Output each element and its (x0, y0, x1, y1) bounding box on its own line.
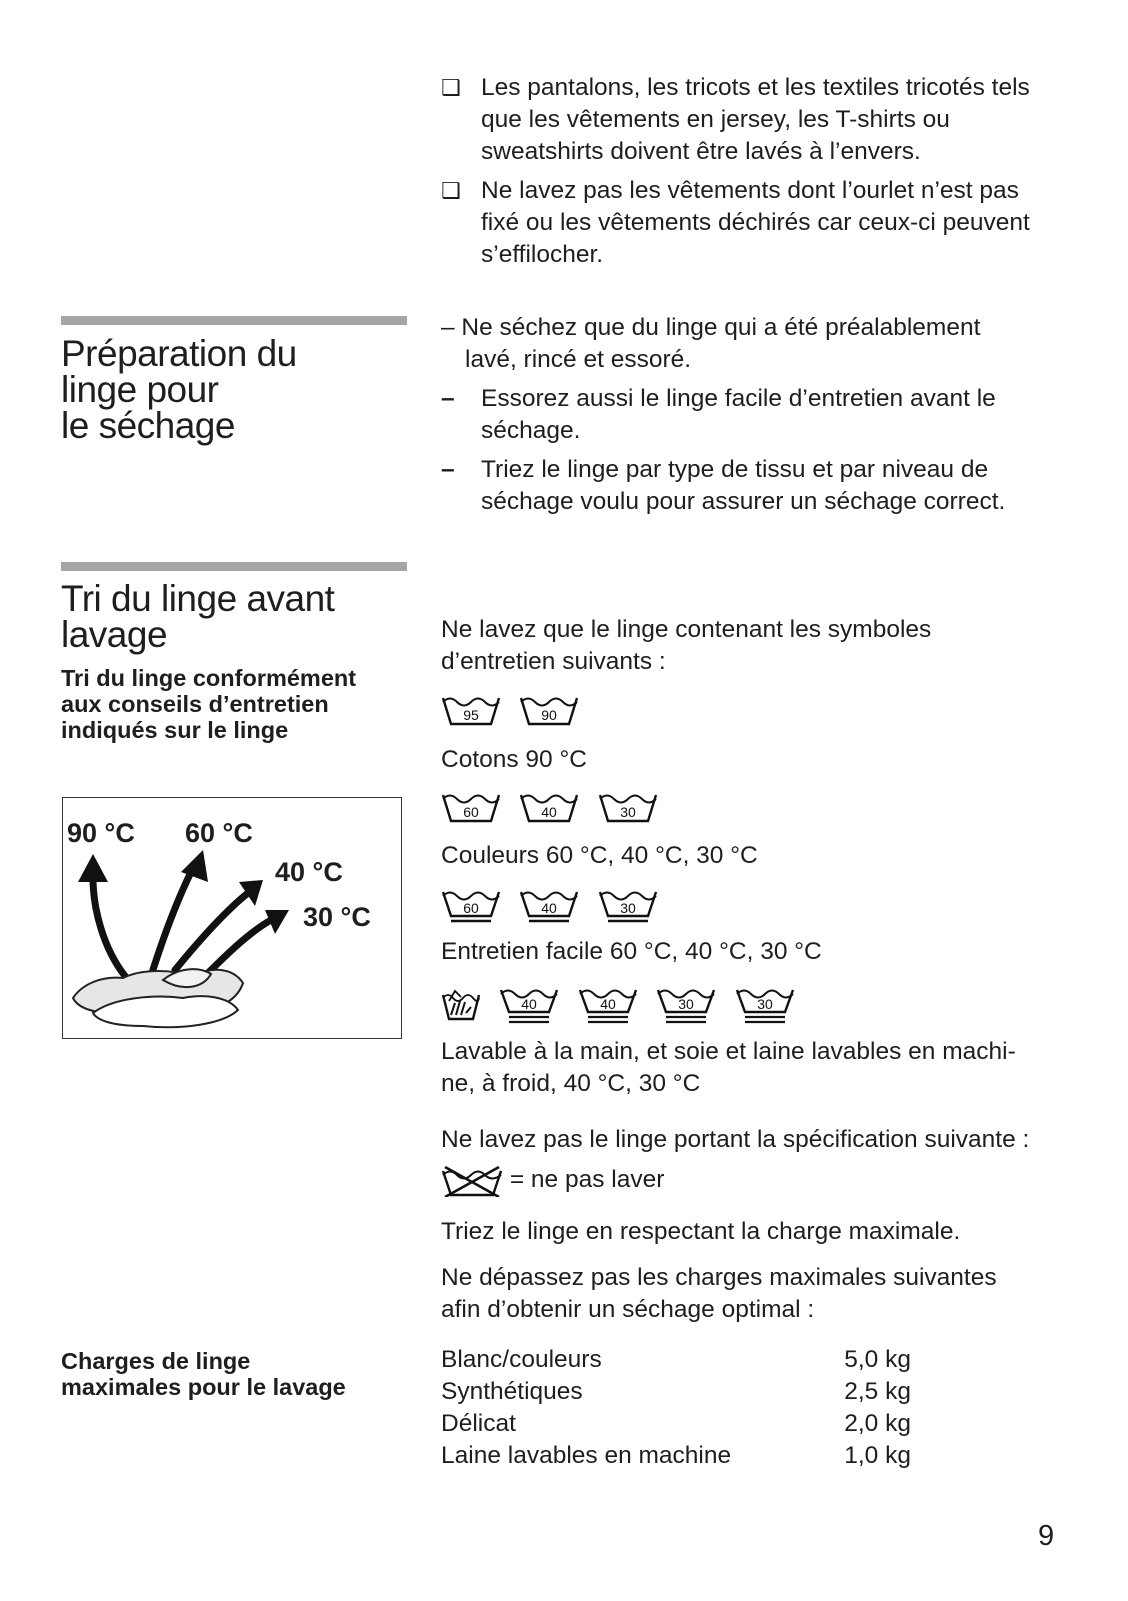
svg-text:60: 60 (463, 900, 479, 916)
wash-tub-icon (519, 789, 579, 823)
load-value: 5,0 kg (844, 1346, 911, 1373)
table-row (441, 1376, 911, 1408)
arrow-90-icon (93, 878, 125, 976)
symbol-caption: Lavable à la main, et soie et laine lavables en machi- ne, à froid, 40 °C, 30 °C (441, 1038, 1016, 1097)
svg-text:40: 40 (600, 996, 616, 1012)
symbol-caption: Couleurs 60 °C, 40 °C, 30 °C (441, 842, 758, 869)
bullet-text-line: que les vêtements en jersey, les T-shirts ou (481, 106, 950, 133)
bullet-text-line: s’effilocher. (481, 241, 604, 268)
checkbox-bullet-icon: ❑ (441, 178, 461, 203)
wash-tub-easy-care-icon (598, 886, 658, 924)
table-row (441, 1408, 911, 1440)
bullet-item (441, 175, 1081, 271)
care-symbol-row (441, 984, 809, 1020)
section-rule (61, 562, 407, 571)
care-symbol-row (441, 692, 593, 728)
load-name: Délicat (441, 1410, 516, 1437)
care-symbol-row (441, 789, 672, 825)
symbol-caption: Cotons 90 °C (441, 746, 587, 773)
wash-tub-delicate-icon (656, 984, 716, 1024)
sort-load-text: Triez le linge en respectant la charge maximale. (441, 1218, 961, 1245)
table-row (441, 1440, 911, 1472)
dash-item: – Essorez aussi le linge facile d’entretien avant le séchage. (441, 385, 996, 444)
load-value: 1,0 kg (844, 1442, 911, 1469)
temp-label: 90 °C (67, 818, 135, 848)
temperature-illustration (62, 797, 402, 1039)
wash-tub-delicate-icon (499, 984, 559, 1024)
hand-wash-icon (441, 987, 481, 1021)
symbol-caption: Entretien facile 60 °C, 40 °C, 30 °C (441, 938, 822, 965)
laundry-pile-icon (73, 969, 243, 1027)
load-name: Synthétiques (441, 1378, 583, 1405)
wash-tub-delicate-icon (735, 984, 795, 1024)
dash-bullet-icon: – (441, 385, 455, 412)
bullet-text-line: Ne lavez pas les vêtements dont l’ourlet n’est pas (481, 177, 1019, 204)
dash-bullet-icon: – (441, 456, 455, 483)
temp-label: 30 °C (303, 902, 371, 932)
loads-table (441, 1344, 911, 1472)
bullet-text-line: sweatshirts doivent être lavés à l’envers. (481, 138, 921, 165)
load-name: Blanc/couleurs (441, 1346, 602, 1373)
temp-label: 40 °C (275, 857, 343, 887)
svg-text:30: 30 (620, 900, 636, 916)
loads-label: Charges de linge maximales pour le lavage (61, 1348, 346, 1400)
svg-text:95: 95 (463, 707, 479, 723)
care-symbol-row (441, 886, 672, 922)
prep-intro-line: – Ne séchez que du linge qui a été préalablement (441, 314, 981, 341)
do-not-wash-icon (441, 1165, 503, 1197)
section-subtitle: Tri du linge conformément aux conseils d’entretien indiqués sur le linge (61, 665, 357, 743)
section-title-sorting: Tri du linge avant lavage (61, 578, 335, 655)
table-row (441, 1344, 911, 1376)
laundry-arrows-illustration (63, 798, 401, 1038)
temp-label: 60 °C (185, 818, 253, 848)
bullet-text-line: fixé ou les vêtements déchirés car ceux-ci peuvent (481, 209, 1030, 236)
no-wash-intro: Ne lavez pas le linge portant la spécification suivante : (441, 1126, 1030, 1153)
wash-tub-icon (441, 692, 501, 726)
prep-intro (441, 312, 1081, 376)
no-wash-label: = ne pas laver (509, 1166, 665, 1193)
max-load-intro: Ne dépassez pas les charges maximales suivantes afin d’obtenir un séchage optimal : (441, 1264, 997, 1323)
wash-tub-icon (519, 692, 579, 726)
svg-text:90: 90 (541, 707, 558, 723)
page-number: 9 (1038, 1520, 1055, 1552)
wash-tub-icon (598, 789, 658, 823)
load-name: Laine lavables en machine (441, 1442, 732, 1469)
bullet-item (441, 72, 1081, 168)
svg-text:40: 40 (521, 996, 538, 1012)
svg-text:40: 40 (541, 900, 558, 916)
load-value: 2,0 kg (844, 1410, 911, 1437)
svg-text:30: 30 (757, 996, 773, 1012)
wash-tub-easy-care-icon (441, 886, 501, 924)
svg-text:60: 60 (463, 804, 479, 820)
svg-text:30: 30 (620, 804, 636, 820)
checkbox-bullet-icon: ❑ (441, 75, 461, 100)
svg-text:30: 30 (678, 996, 695, 1012)
svg-text:40: 40 (541, 804, 558, 820)
prep-intro-line: lavé, rincé et essoré. (465, 346, 692, 373)
wash-tub-easy-care-icon (519, 886, 579, 924)
load-value: 2,5 kg (844, 1378, 911, 1405)
arrow-40-icon (175, 893, 248, 970)
bullet-text-line: Les pantalons, les tricots et les textiles tricotés tels (481, 74, 1030, 101)
section-title-preparation: Préparation du linge pour le séchage (61, 333, 297, 446)
symbols-intro: Ne lavez que le linge contenant les symboles d’entretien suivants : (441, 616, 932, 675)
no-wash-line (441, 1164, 664, 1197)
wash-tub-delicate-icon (578, 984, 638, 1024)
dash-item: – Triez le linge par type de tissu et par niveau de séchage voulu pour assurer un séchage correct. (441, 456, 1006, 515)
wash-tub-icon (441, 789, 501, 823)
section-rule (61, 316, 407, 325)
